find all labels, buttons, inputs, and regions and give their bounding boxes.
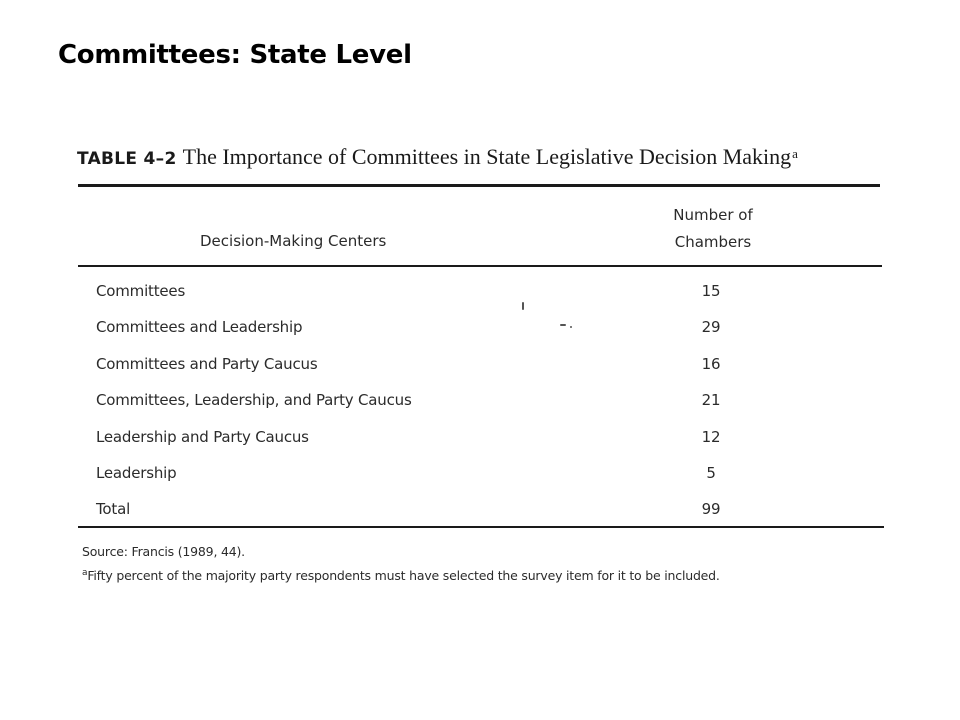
header-number-of-chambers	[638, 202, 788, 256]
row-center-label: Leadership and Party Caucus	[96, 427, 309, 446]
row-chambers-value: 16	[701, 354, 721, 373]
scan-speck	[570, 326, 572, 328]
table-row	[96, 460, 776, 496]
table-top-rule	[78, 184, 880, 187]
row-chambers-value: 99	[701, 500, 721, 519]
table-row	[96, 278, 776, 314]
table-caption	[77, 144, 798, 170]
header-chambers-line2: Chambers	[674, 233, 752, 251]
row-center-label: Committees and Party Caucus	[96, 354, 318, 373]
row-center-label: Committees and Leadership	[96, 318, 303, 337]
footnote-text: Fifty percent of the majority party respondents must have selected the survey item for it to be included.	[87, 568, 720, 584]
row-center-label: Committees	[96, 282, 186, 300]
table-header-rule	[78, 265, 882, 267]
row-chambers-value: 5	[706, 463, 716, 482]
table-body	[96, 278, 776, 533]
table-title: The Importance of Committees in State Legislative Decision Making	[182, 144, 792, 169]
row-chambers-value: 21	[701, 391, 721, 410]
table-bottom-rule	[78, 526, 884, 528]
row-center-label: Committees, Leadership, and Party Caucus	[96, 391, 412, 410]
table-label: TABLE 4–2	[77, 149, 177, 169]
row-chambers-value: 15	[701, 282, 721, 300]
table-row	[96, 314, 776, 350]
slide-title: Committees: State Level	[58, 40, 412, 70]
header-decision-making-centers: Decision-Making Centers	[200, 232, 387, 250]
table-footnote	[82, 568, 720, 583]
table-row	[96, 387, 776, 423]
row-chambers-value: 12	[701, 427, 721, 446]
table-title-footnote-marker: a	[792, 145, 798, 161]
row-center-label: Total	[96, 500, 131, 519]
row-chambers-value: 29	[701, 318, 721, 337]
table-source-note: Source: Francis (1989, 44).	[82, 544, 245, 559]
header-chambers-line1: Number of	[673, 206, 753, 224]
table-row	[96, 424, 776, 460]
footnote-marker: a	[82, 568, 88, 578]
scan-speck	[522, 302, 524, 310]
table-image	[76, 140, 884, 600]
scan-speck	[560, 324, 566, 326]
table-row	[96, 351, 776, 387]
row-center-label: Leadership	[96, 463, 177, 482]
